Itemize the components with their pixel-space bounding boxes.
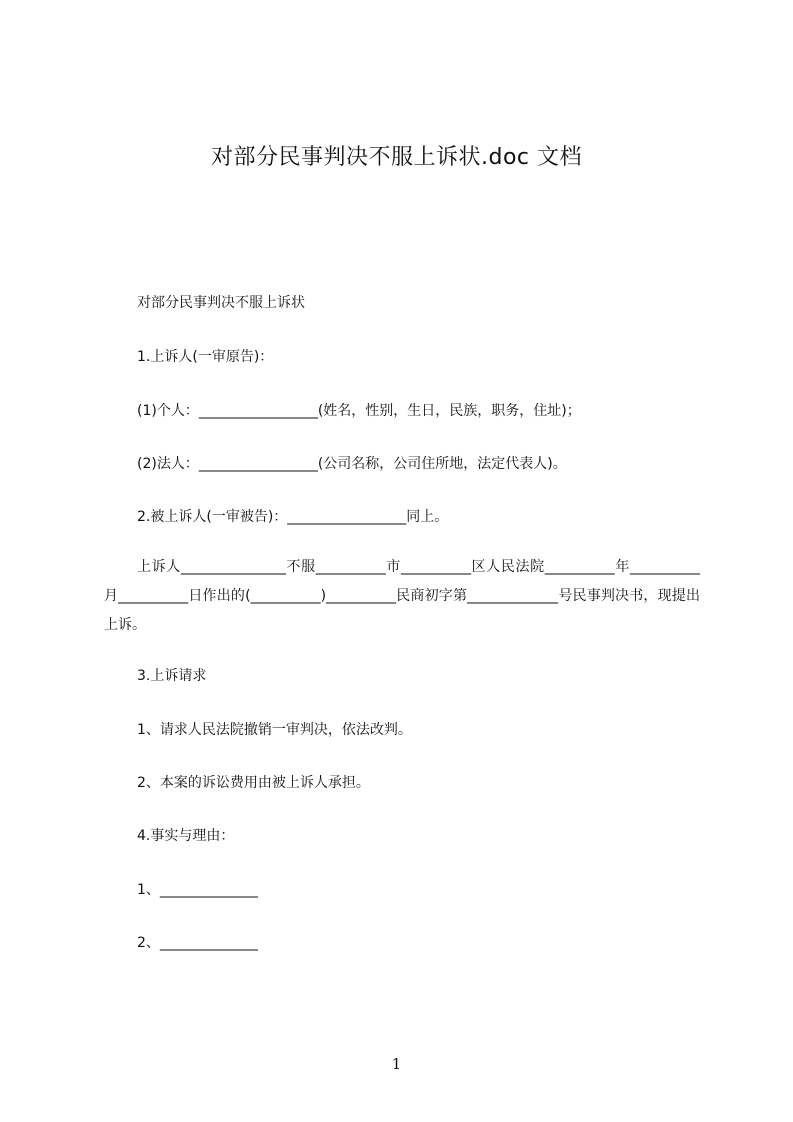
- request-item-2: 2、本案的诉讼费用由被上诉人承担。: [137, 775, 370, 791]
- appeal-statement-paragraph: 上诉人_______________不服__________市__________区人民法院__________年__________月__________日作出的(__________)__________民商初字第_____________号民事判决书，现提出上诉。: [104, 559, 700, 633]
- request-item-1: 1、请求人民法院撤销一审判决，依法改判。: [137, 722, 412, 738]
- appeal-request-heading: 3.上诉请求: [137, 668, 207, 684]
- reason-item-2: 2、______________: [137, 935, 258, 951]
- page-number: 1: [391, 1055, 402, 1073]
- reason-item-1: 1、______________: [137, 882, 258, 898]
- appellant-heading: 1.上诉人(一审原告)：: [137, 349, 274, 365]
- facts-reasons-heading: 4.事实与理由：: [137, 828, 235, 844]
- appellant-individual-line: (1)个人：_________________(姓名，性别，生日，民族，职务，住址)；: [137, 403, 581, 419]
- appellant-legal-person-line: (2)法人：_________________(公司名称，公司住所地，法定代表人)。: [137, 456, 567, 472]
- document-title: 对部分民事判决不服上诉状.doc 文档: [210, 145, 582, 170]
- heading-line: 对部分民事判决不服上诉状: [137, 295, 305, 311]
- appellee-line: 2.被上诉人(一审被告)：_________________同上。: [137, 509, 449, 525]
